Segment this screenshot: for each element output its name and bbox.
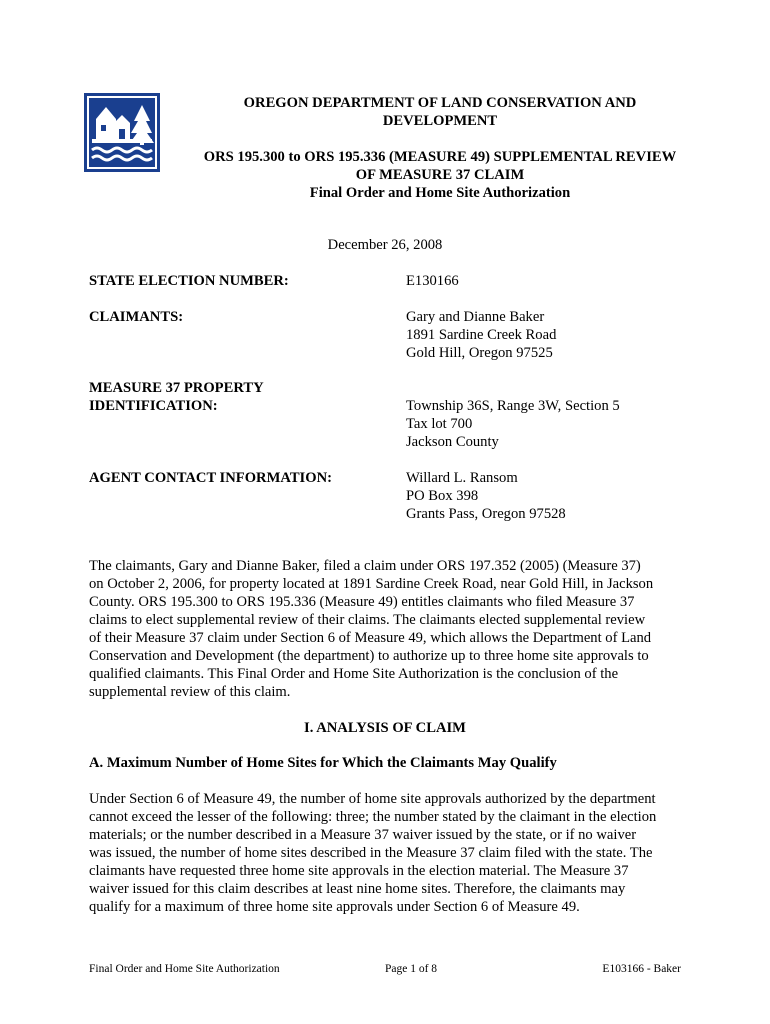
paragraph-line: qualify for a maximum of three home site approvals under Section 6 of Measure 49. [89,899,580,915]
claimants-line: Gold Hill, Oregon 97525 [406,345,553,361]
paragraph-line: claimants have requested three home site approvals in the election material. The Measure 37 [89,863,629,879]
agent-value [406,469,566,523]
paragraph-line: Under Section 6 of Measure 49, the number of home site approvals authorized by the department [89,791,656,807]
agency-name-line: OREGON DEPARTMENT OF LAND CONSERVATION AND [243,95,637,111]
review-title-line: OF MEASURE 37 CLAIM [355,167,525,183]
property-line: Tax lot 700 [406,416,473,432]
paragraph-line: claims to elect supplemental review of their claims. The claimants elected supplemental review [89,612,646,628]
paragraph-line: materials; or the number described in a Measure 37 waiver issued by the state, or if no waiver [89,827,637,843]
agent-line: PO Box 398 [406,488,479,504]
paragraph-line: supplemental review of this claim. [89,684,291,700]
paragraph-line: The claimants, Gary and Dianne Baker, filed a claim under ORS 197.352 (2005) (Measure 37) [89,558,641,574]
claimants-line: 1891 Sardine Creek Road [406,327,557,343]
agent-line: Willard L. Ransom [406,470,518,486]
paragraph-line: on October 2, 2006, for property located at 1891 Sardine Creek Road, near Gold Hill, in Jackson [89,576,654,592]
paragraph-line: Conservation and Development (the department) to authorize up to three home site approvals to [89,648,649,664]
section-heading: I. ANALYSIS OF CLAIM [304,720,466,736]
property-label-line: MEASURE 37 PROPERTY [89,380,264,396]
footer-title: Final Order and Home Site Authorization [89,963,280,975]
claimants-line: Gary and Dianne Baker [406,309,545,325]
property-label-line: IDENTIFICATION: [89,398,218,414]
paragraph-line: qualified claimants. This Final Order and Home Site Authorization is the conclusion of the [89,666,619,682]
agent-label: AGENT CONTACT INFORMATION: [89,470,332,486]
property-label [89,379,264,415]
review-title-line: ORS 195.300 to ORS 195.336 (MEASURE 49) SUPPLEMENTAL REVIEW [203,149,677,165]
document-title [160,148,720,202]
intro-paragraph [89,557,681,701]
agent-line: Grants Pass, Oregon 97528 [406,506,566,522]
paragraph-line: of their Measure 37 claim under Section 6 of Measure 49, which allows the Department of Land [89,630,652,646]
paragraph-line: cannot exceed the lesser of the following: three; the number stated by the claimant in the election [89,809,657,825]
agency-name [160,94,720,130]
footer-claim-id: E103166 - Baker [602,963,681,975]
property-line: Township 36S, Range 3W, Section 5 [406,398,620,414]
footer-page-number: Page 1 of 8 [385,963,438,975]
claimants-value [406,308,556,362]
agency-logo-icon [84,93,160,172]
paragraph-line: waiver issued for this claim describes at least nine home sites. Therefore, the claimants may [89,881,626,897]
document-date: December 26, 2008 [327,237,443,253]
property-line: Jackson County [406,434,499,450]
analysis-paragraph [89,790,681,916]
paragraph-line: County. ORS 195.300 to ORS 195.336 (Measure 49) entitles claimants who filed Measure 37 [89,594,635,610]
property-value [406,397,620,451]
agency-name-line: DEVELOPMENT [382,113,498,129]
election-number-label: STATE ELECTION NUMBER: [89,273,289,289]
order-title: Final Order and Home Site Authorization [309,185,571,201]
paragraph-line: was issued, the number of home sites described in the Measure 37 claim filed with the state. The [89,845,653,861]
election-number-value: E130166 [406,273,459,289]
claimants-label: CLAIMANTS: [89,309,184,325]
subsection-heading: A. Maximum Number of Home Sites for Which the Claimants May Qualify [89,755,557,771]
